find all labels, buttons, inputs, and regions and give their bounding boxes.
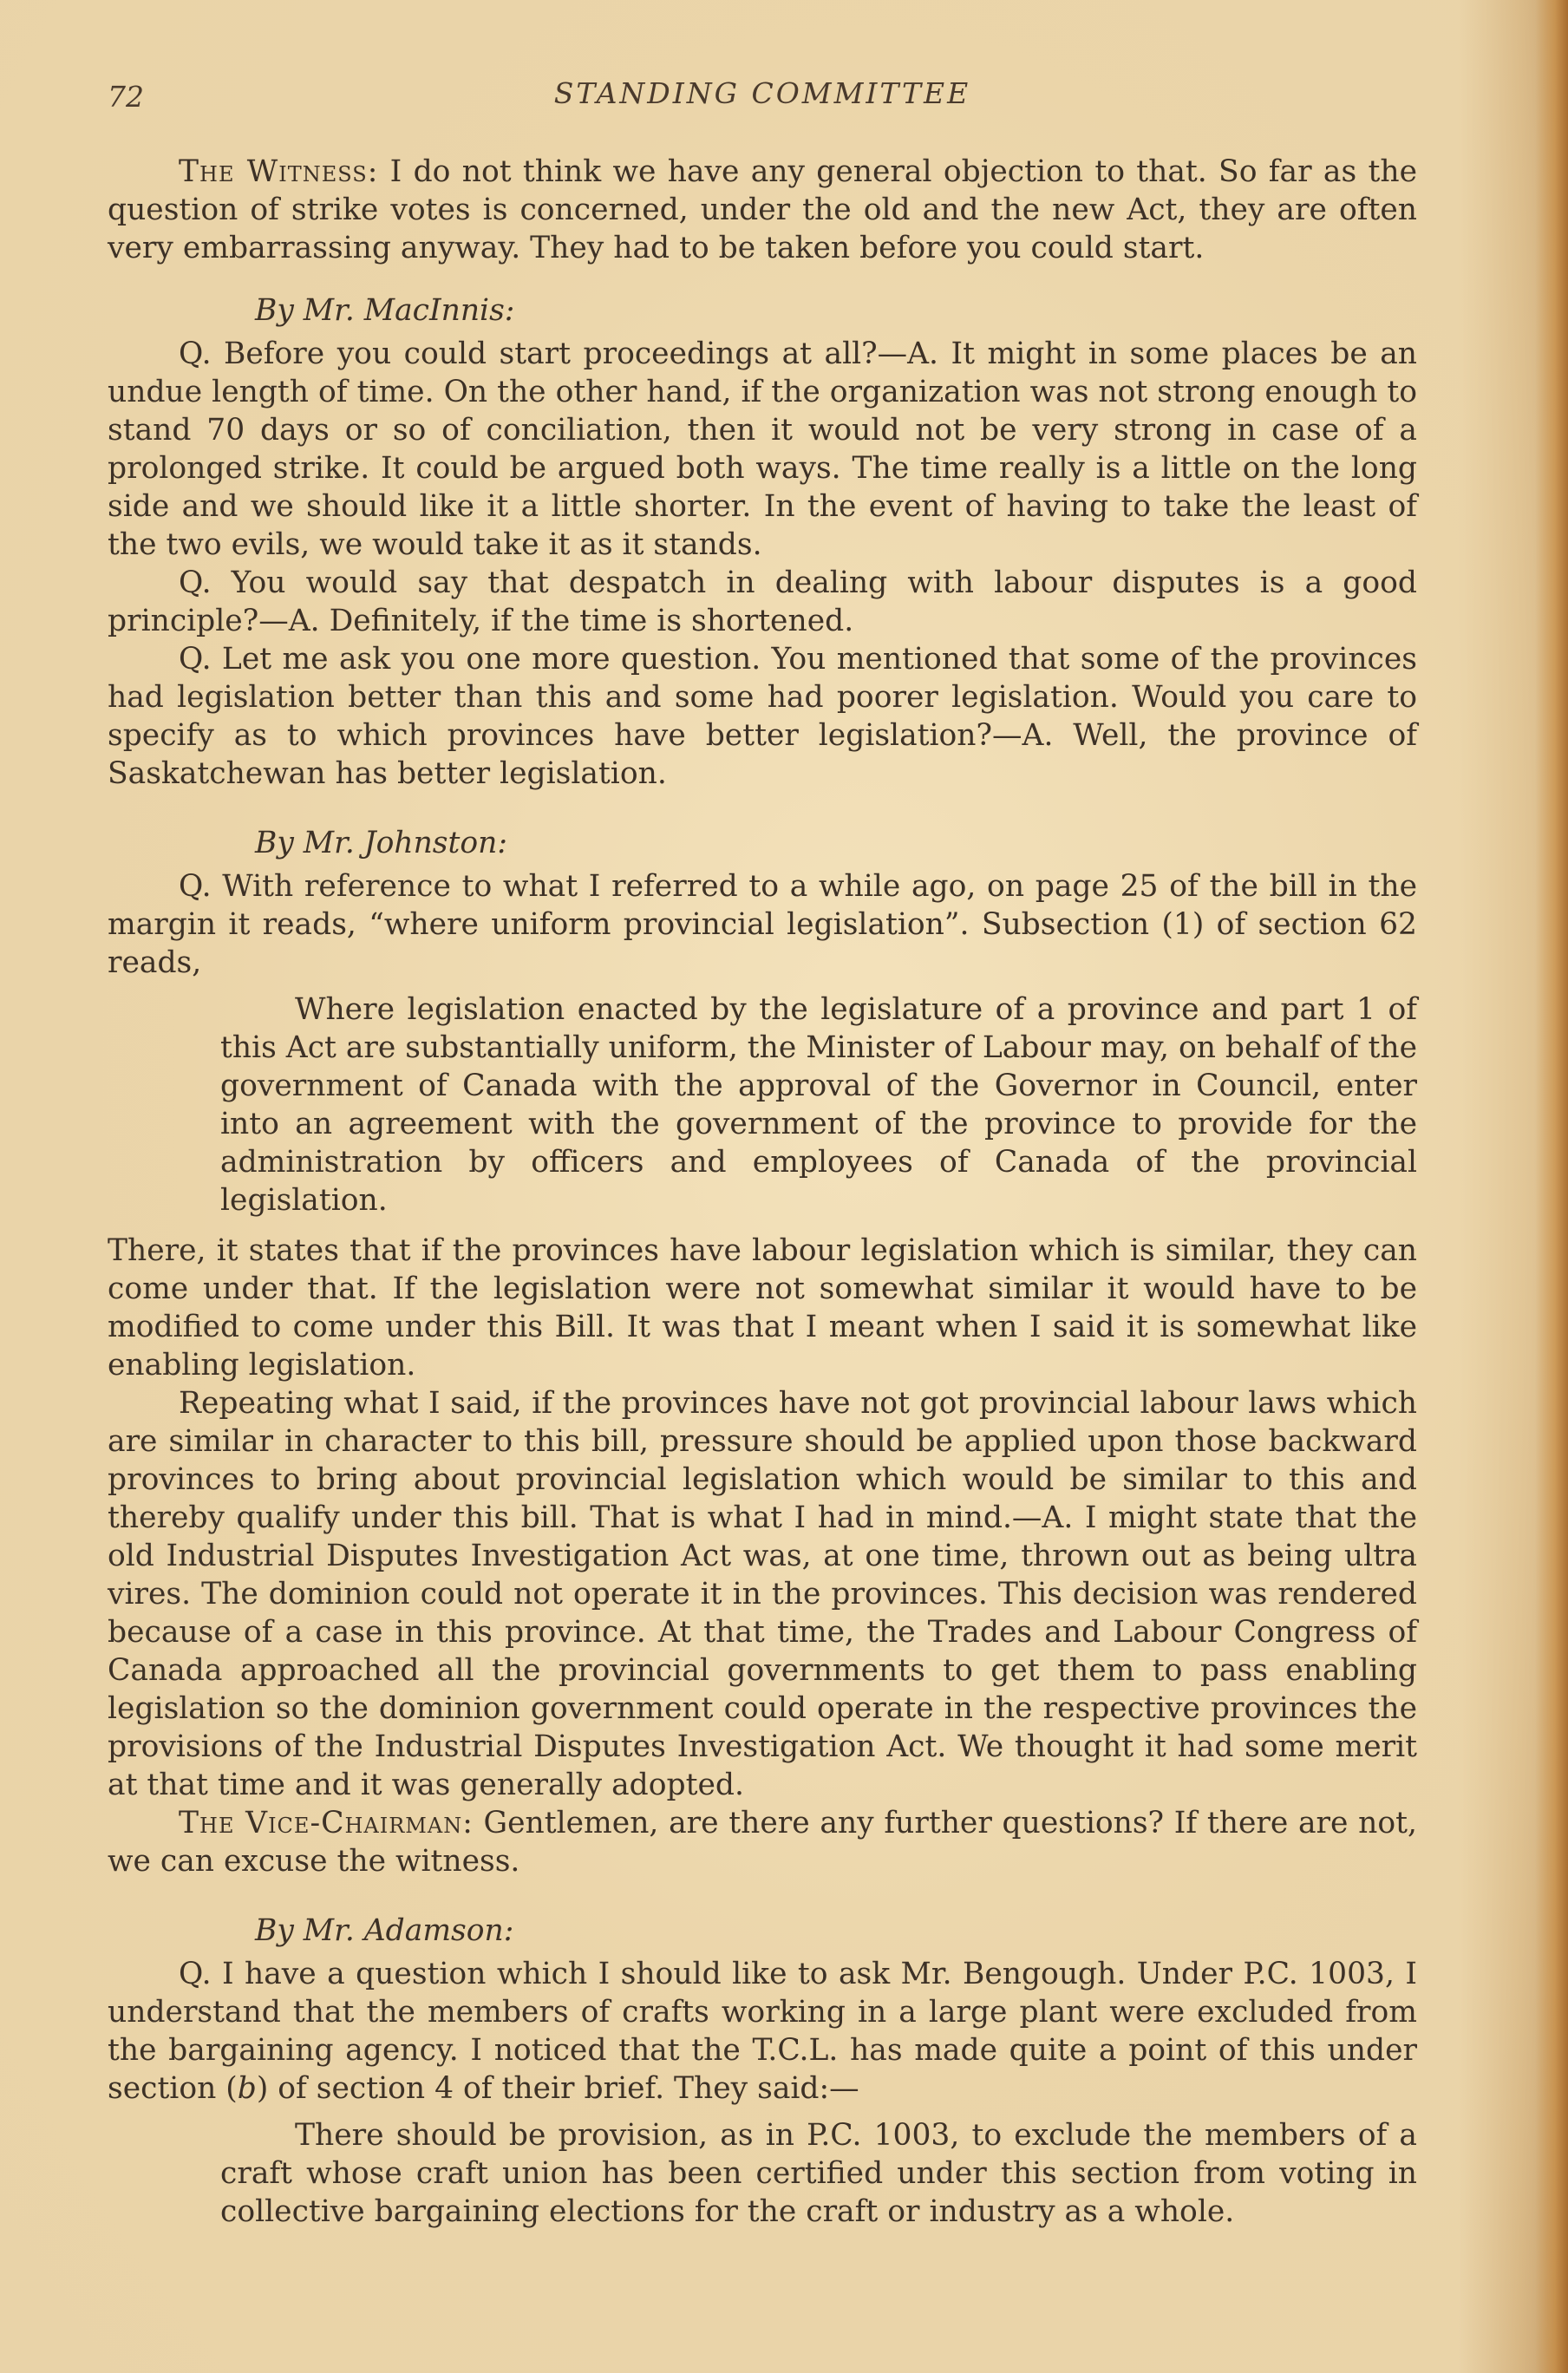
block-quote: There should be provision, as in P.C. 1003, to exclude the members of a craft whose craft union has been certified under this section from voting in collective bargaining elections for the craft or industry as a whole. [220,2118,1417,2229]
block-quote: Where legislation enacted by the legislature of a province and part 1 of this Act are substantially uniform, the Minister of Labour may, on behalf of the government of Canada with the approval of the Governor in Council, enter into an agreement with the government of the province to provide for the administration by officers and employees of Canada of the provincial legislation. [220,992,1417,1218]
running-title: STANDING COMMITTEE [553,76,971,110]
speaker-label: The Vice-Chairman: [179,1806,474,1840]
paragraph-text: I do not think we have any general objection to that. So far as the question of strike votes is concerned, under the old and the new Act, they are often very embarrassing anyway. They had to be taken before you could start. [108,154,1417,265]
section-heading: By Mr. MacInnis: [255,293,515,328]
paragraph: Q. Before you could start proceedings at all?—A. It might in some places be an undue length of time. On the other hand, if the organization was not strong enough to stand 70 days or so of conciliation, then it would not be very strong in case of a prolonged strike. It could be argued both ways. The time really is a little on the long side and we should like it a little shorter. In the event of having to take the least of the two evils, we would take it as it stands. [108,337,1417,562]
paragraph-vice-chairman [108,1804,1417,1880]
paragraph: There, it states that if the provinces have labour legislation which is similar, they can come under that. If the legislation were not somewhat similar it would have to be modified to come under this Bill. It was that I meant when I said it is somewhat like enabling legislation. [108,1233,1417,1383]
speaker-label: The Witness: [179,154,379,189]
section-heading: By Mr. Johnston: [255,826,507,860]
paragraph [108,1955,1417,2108]
page-header [108,75,1417,127]
section-letter: b [237,2071,257,2106]
paragraph-witness [108,153,1417,267]
section-heading: By Mr. Adamson: [255,1913,514,1948]
paragraph: Repeating what I said, if the provinces have not got provincial labour laws which are similar in character to this bill, pressure should be applied upon those backward provinces to bring about provincial legislation which would be similar to this and thereby qualify under this bill. That is what I had in mind.—A. I might state that the old Industrial Disputes Investigation Act was, at one time, thrown out as being ultra vires. The dominion could not operate it in the provinces. This decision was rendered because of a case in this province. At that time, the Trades and Labour Congress of Canada approached all the provincial governments to get them to pass enabling legislation so the dominion government could operate in the respective provinces the provisions of the Industrial Disputes Investigation Act. We thought it had some merit at that time and it was generally adopted. [108,1386,1417,1802]
page-number: 72 [108,80,144,114]
page-edge-shading [1535,0,1568,2373]
paragraph-text: Gentlemen, are there any further questions? If there are not, we can excuse the witness. [108,1806,1417,1879]
page-body [108,153,1417,2243]
paragraph-text: Q. I have a question which I should like to ask Mr. Bengough. Under P.C. 1003, I understand that the members of crafts working in a large plant were excluded from the bargaining agency. I noticed that the T.C.L. has made quite a point of this under section ( [108,1957,1417,2106]
paragraph: Q. With reference to what I referred to a while ago, on page 25 of the bill in the margin it reads, “where uniform provincial legislation”. Subsection (1) of section 62 reads, [108,869,1417,980]
paragraph-text: ) of section 4 of their brief. They said:— [256,2071,859,2106]
paragraph: Q. You would say that despatch in dealing with labour disputes is a good principle?—A. Definitely, if the time is shortened. [108,565,1417,638]
paragraph: Q. Let me ask you one more question. You mentioned that some of the provinces had legislation better than this and some had poorer legislation. Would you care to specify as to which provinces have better legislation?—A. Well, the province of Saskatchewan has better legislation. [108,642,1417,791]
